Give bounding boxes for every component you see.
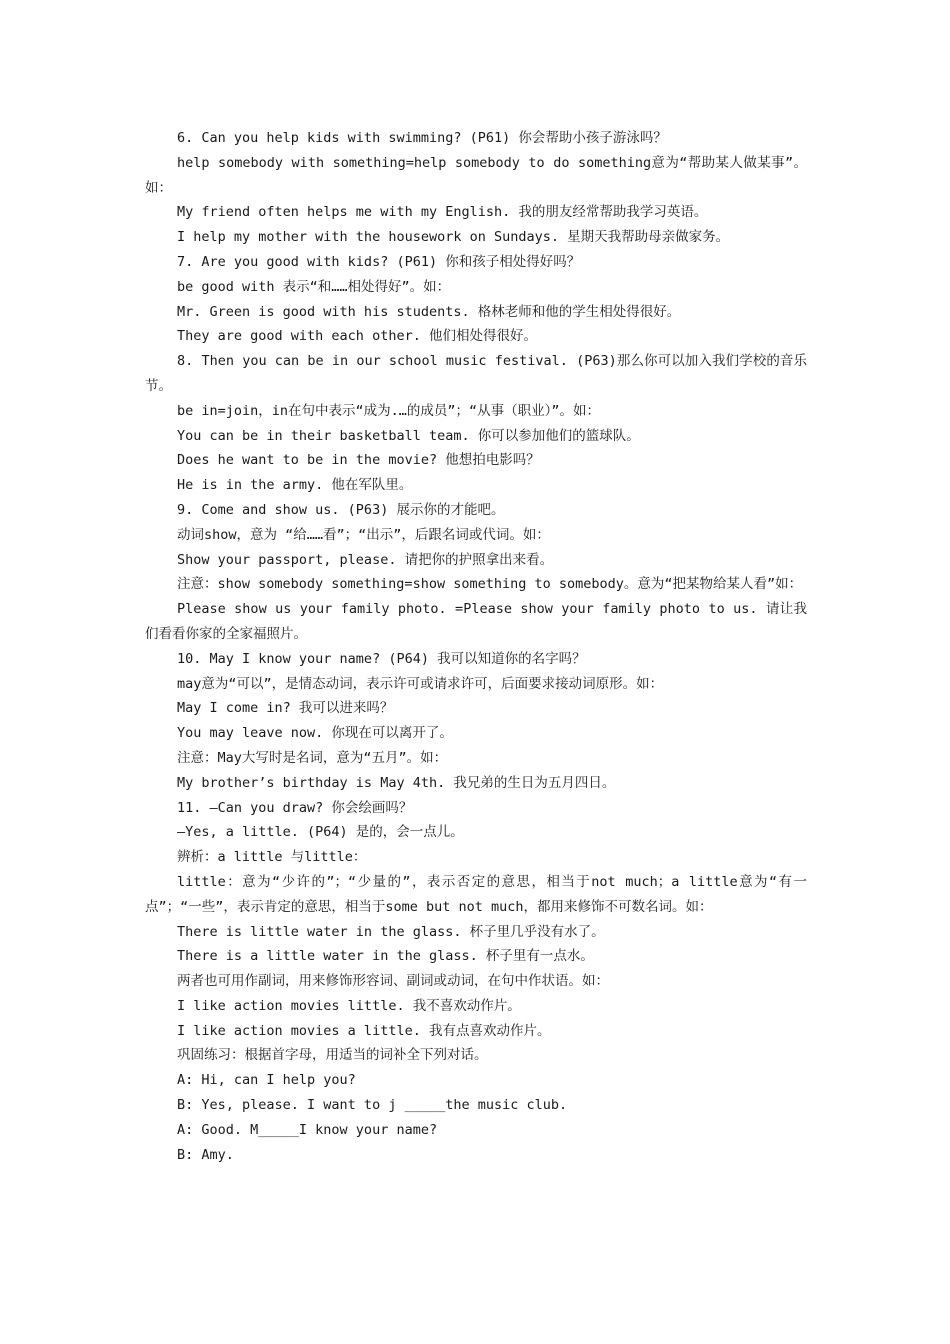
heading-item-7: 7. Are you good with kids? (P61) 你和孩子相处得好吗？ [177, 253, 581, 270]
example-sentence: May I come in? 我可以进来吗？ [177, 700, 394, 717]
explanation-paragraph: be good with 表示“和……相处得好”。如： [177, 278, 451, 295]
dialogue-line: B: Amy. [177, 1146, 234, 1163]
exercise-heading: 巩固练习：根据首字母，用适当的词补全下列对话。 [177, 1047, 488, 1064]
heading-item-10: 10. May I know your name? (P64) 我可以知道你的名字吗？ [177, 650, 586, 667]
example-sentence: Please show us your family photo. =Please show your family photo to us. 请让我们看看你家的全家福照片。 [145, 601, 807, 642]
example-sentence: I like action movies a little. 我有点喜欢动作片。 [177, 1022, 551, 1039]
heading-item-8: 8. Then you can be in our school music festival. (P63)那么你可以加入我们学校的音乐节。 [145, 353, 807, 394]
heading-item-9: 9. Come and show us. (P63) 展示你的才能吧。 [177, 501, 505, 518]
dialogue-line: A: Hi, can I help you? [177, 1072, 356, 1089]
explanation-paragraph: be in=join，in在句中表示“成为.…的成员”；“从事（职业）”。如： [177, 402, 601, 419]
example-sentence: I help my mother with the housework on Sundays. 星期天我帮助母亲做家务。 [177, 229, 730, 246]
example-sentence: There is a little water in the glass. 杯子里有一点水。 [177, 948, 594, 965]
note-paragraph: 注意：May大写时是名词，意为“五月”。如： [177, 749, 448, 766]
example-sentence: He is in the army. 他在军队里。 [177, 477, 413, 494]
example-sentence: Show your passport, please. 请把你的护照拿出来看。 [177, 551, 554, 568]
dialogue-line: A: Good. M_____I know your name? [177, 1121, 438, 1138]
explanation-paragraph: 动词show，意为 “给……看”；“出示”，后跟名词或代词。如： [177, 526, 550, 543]
example-sentence: My brother’s birthday is May 4th. 我兄弟的生日为五月四日。 [177, 774, 616, 791]
dialogue-line: B: Yes, please. I want to j _____the music club. [177, 1097, 568, 1114]
example-sentence: You can be in their basketball team. 你可以参加他们的篮球队。 [177, 427, 640, 444]
example-sentence: My friend often helps me with my English. 我的朋友经常帮助我学习英语。 [177, 204, 708, 221]
document-body [145, 126, 807, 1167]
example-sentence: Does he want to be in the movie? 他想拍电影吗？ [177, 452, 540, 469]
note-paragraph: 注意：show somebody something=show something to somebody。意为“把某物给某人看”如： [177, 576, 803, 593]
explanation-paragraph: may意为“可以”，是情态动词，表示许可或请求许可，后面要求接动词原形。如： [177, 675, 664, 692]
heading-item-11: 11. —Can you draw? 你会绘画吗？ [177, 799, 413, 816]
example-sentence: Mr. Green is good with his students. 格林老师和他的学生相处得很好。 [177, 303, 681, 320]
example-sentence: They are good with each other. 他们相处得很好。 [177, 328, 537, 345]
explanation-paragraph: 两者也可用作副词，用来修饰形容词、副词或动词，在句中作状语。如： [177, 973, 609, 990]
comparison-heading: 辨析：a little 与little： [177, 849, 367, 866]
example-sentence: You may leave now. 你现在可以离开了。 [177, 725, 453, 742]
explanation-paragraph: help somebody with something=help somebody to do something意为“帮助某人做某事”。如： [145, 154, 807, 196]
heading-item-6: 6. Can you help kids with swimming? (P61) 你会帮助小孩子游泳吗？ [177, 130, 667, 146]
example-sentence: I like action movies little. 我不喜欢动作片。 [177, 997, 521, 1014]
explanation-paragraph: little：意为“少许的”；“少量的”，表示否定的意思，相当于not much；a little意为“有一点”；“一些”，表示肯定的意思，相当于some but not much，都用来修饰不可数名词。如： [145, 873, 807, 915]
dialogue-line: —Yes, a little. (P64) 是的，会一点儿。 [177, 824, 464, 841]
example-sentence: There is little water in the glass. 杯子里几乎没有水了。 [177, 923, 605, 940]
